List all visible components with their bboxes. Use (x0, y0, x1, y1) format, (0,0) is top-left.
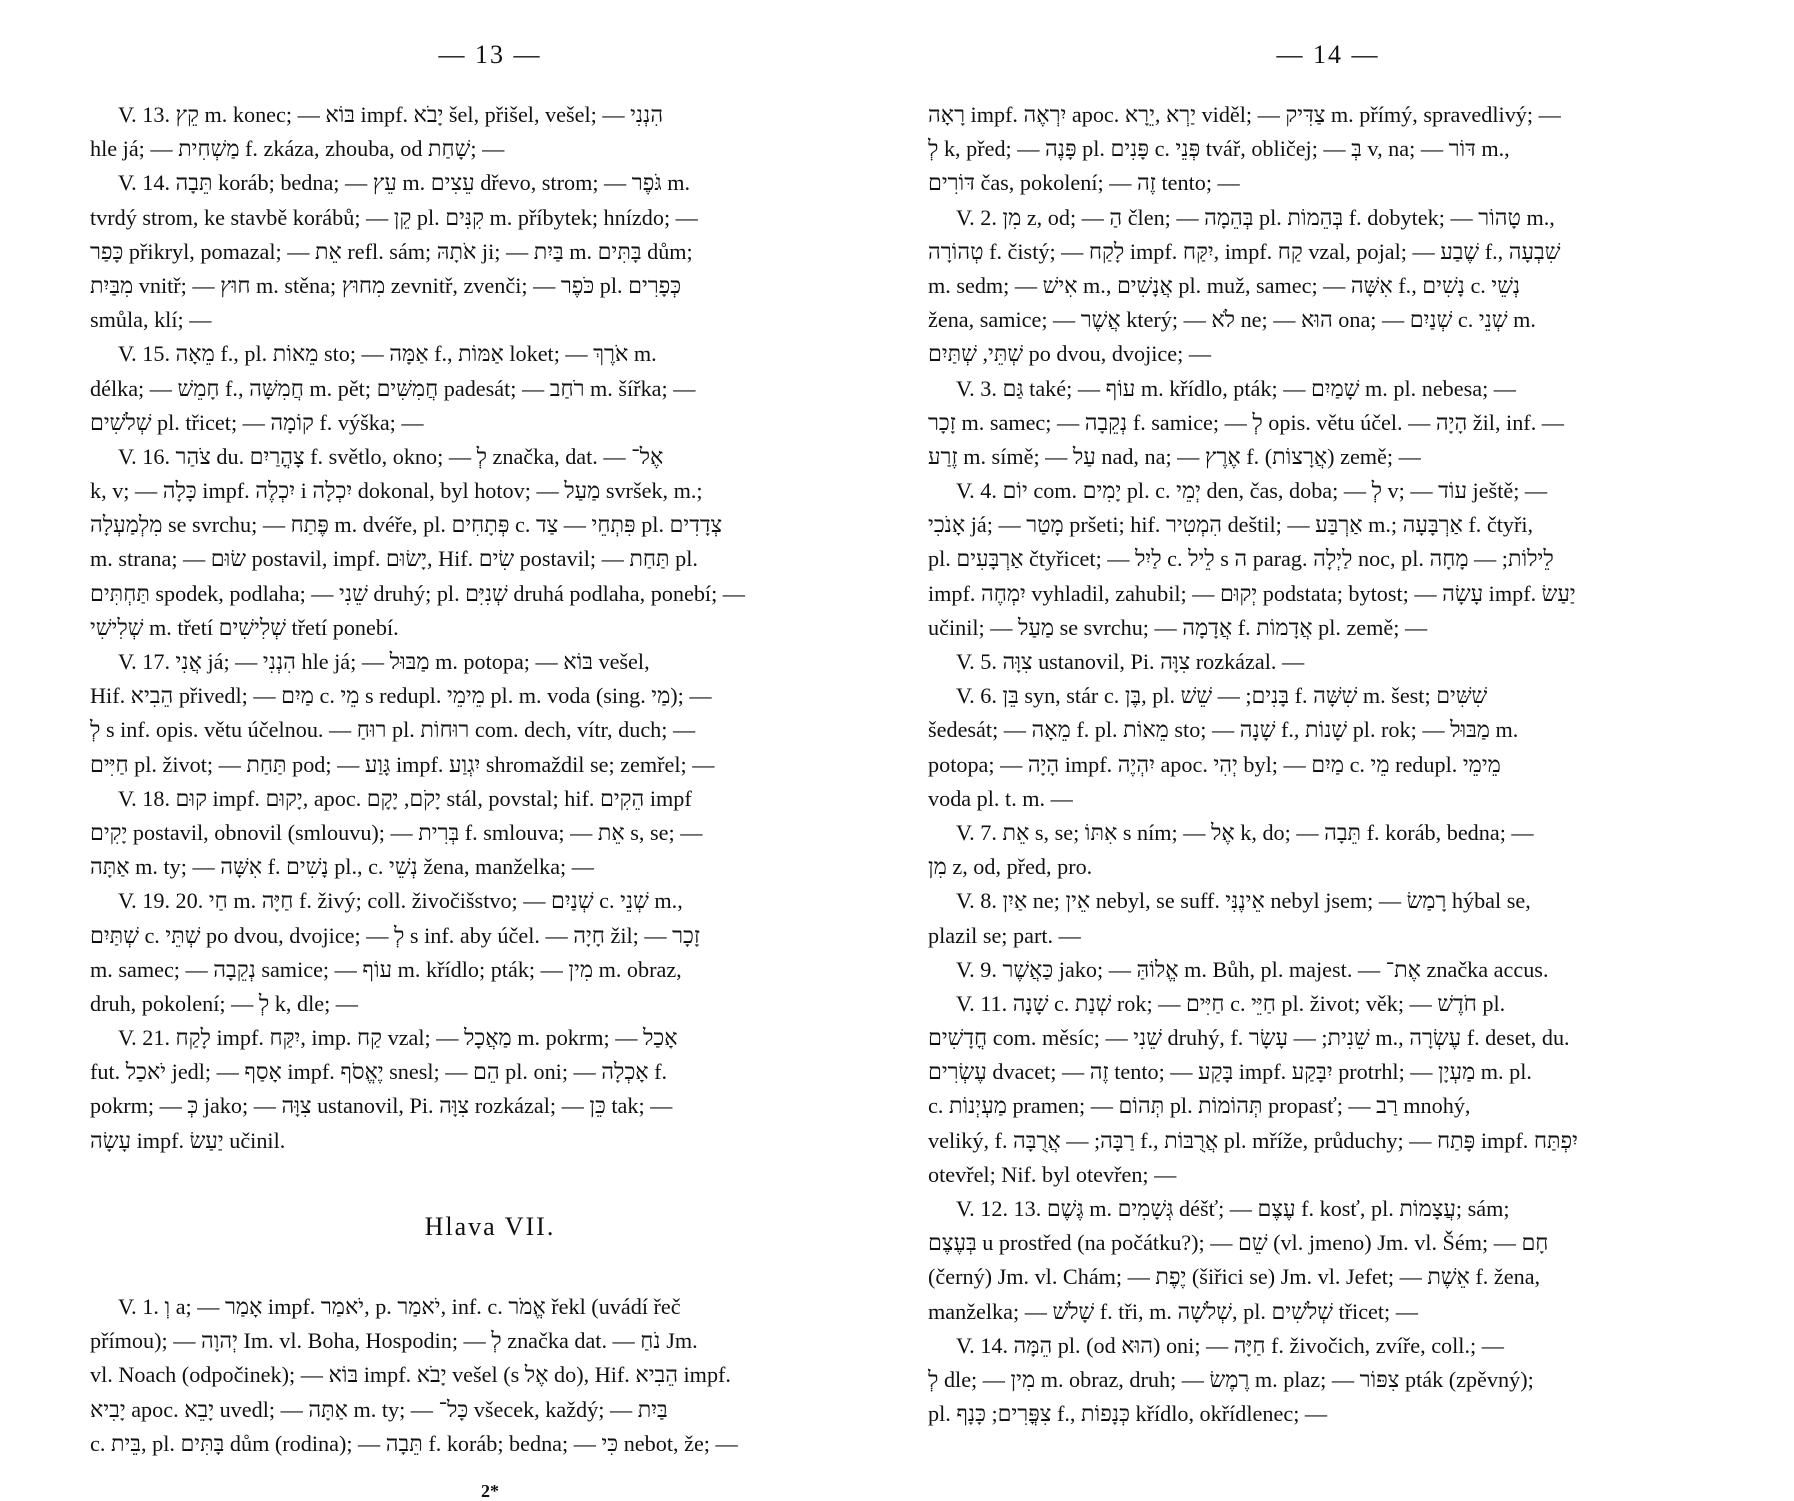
right-text-line: c. מַעְיְנוֹת pramen; — תְּהוֹם pl. תְּהוֹמוֹת propasť; — רַב mnohý, (928, 1093, 1471, 1119)
right-text-line: učinil; — מַעַל se svrchu; — אֲדָמָה f. אֲדָמוֹת pl. země; — (928, 614, 1428, 640)
left-text-line: כָּפַר přikryl, pomazal; — אֵת refl. sám; אֹתָהּ ji; — בַּיִת m. בָּתִּים dům; (90, 238, 693, 264)
right-text-block (928, 98, 1728, 1431)
chapter-heading: Hlava VII. (424, 1212, 556, 1241)
left-text-line: V. 19. 20. חַי m. חַיָּה f. živý; coll. živočišstvo; — שְׁנַיִם c. שְׁנֵי m., (118, 888, 683, 914)
left-text-chapter-line: vl. Noach (odpočinek); — בּוֹא impf. יָבֹא vešel (s אֶל do), Hif. הֵבִיא impf. (90, 1362, 731, 1388)
left-text-line: fut. יֹאכַל jedl; — אָסַף impf. יֶאֱסֹף snesl; — הֵם pl. oni; — אָכְלָה f. (90, 1059, 668, 1085)
left-text-line: תַּחְתִּים spodek, podlaha; — שֵׁנִי druhý; pl. שְׁנִיִּם druhá podlaha, ponebí; — (90, 580, 745, 606)
right-text-line: manželka; — שָׁלֹשׁ f. tři, m. שְׁלֹשָׁה, pl. שְׁלֹשִׁים třicet; — (928, 1298, 1418, 1324)
left-text-line: m. strana; — שׂוּם postavil, impf. יָשׂוּם, Hif. שִׂים postavil; — תַּחַת pl. (90, 546, 698, 572)
page-number-left: — 13 — (438, 40, 542, 69)
right-text-line: שְׁתֵּי, שְׁתַּיִם po dvou, dvojice; — (928, 341, 1212, 367)
left-page (90, 0, 890, 1500)
right-text-line: V. 3. גַּם také; — עוֹף m. křídlo, pták; — שָׁמַיִם m. pl. nebesa; — (956, 375, 1516, 401)
left-text-line: שְׁלִישִׁי m. třetí שְׁלִישִׁים třetí ponebí. (90, 614, 399, 640)
left-text-line: מִלְמַעְלָה se svrchu; — פֶּתַח m. dvéře, pl. פְּתָחִים c. פִּתְחֵי — צַד pl. צְדָדִים (90, 512, 723, 538)
right-text-line: potopa; — הָיָה impf. יִהְיֶה apoc. יְהִי byl; — מַיִם c. מֵי redupl. מֵימֵי (928, 751, 1501, 777)
right-page (928, 0, 1728, 1500)
left-text-line: V. 15. מֵאָה f., pl. מֵאוֹת sto; — אַמָּה f., אַמּוֹת loket; — אֹרֶךְ m. (118, 341, 657, 367)
page-number-right: — 14 — (1276, 40, 1380, 69)
left-text-line: שְׁלֹשִׁים pl. třicet; — קוֹמָה f. výška; — (90, 409, 424, 435)
right-text-line: V. 5. צִוָּה ustanovil, Pi. צִוָּה rozkázal. — (956, 649, 1305, 674)
right-text-line: בְּעֶצֶם u prostřed (na počátku?); — שֵׁם (vl. jmeno) Jm. vl. Šém; — חָם (928, 1230, 1549, 1256)
left-text-line: עָשָׂה impf. יַעַשׂ učinil. (90, 1127, 286, 1153)
left-text-line: יָקִים postavil, obnovil (smlouvu); — בְּרִית f. smlouva; — אֵת s, se; — (90, 819, 703, 845)
right-text-line: מִן z, od, před, pro. (928, 854, 1093, 880)
right-text-line: רָאָה impf. יִרְאֶה apoc. יַרְא ,יֵרָא viděl; — צַדִּיק m. přímý, spravedlivý; — (928, 102, 1561, 127)
left-text-line: k, v; — כָּלָה impf. יִכְלֶה i יִכְלָה dokonal, byl hotov; — מַעַל svršek, m.; (90, 478, 703, 504)
right-text-line: דּוֹרִים čas, pokolení; — זֶה tento; — (928, 170, 1240, 196)
right-text-line: V. 7. אֵת s, se; אִתּוֹ s ním; — אֶל k, do; — תֵּבָה f. koráb, bedna; — (956, 819, 1534, 845)
left-text-line: m. samec; — נְקֵבָה samice; — עוֹף m. křídlo; pták; — מִין m. obraz, (90, 956, 682, 982)
left-text-line: druh, pokolení; — לְ k, dle; — (90, 990, 358, 1016)
right-text-line: V. 9. כַּאֲשֶׁר jako; — אֱלוֹהַּ m. Bůh, pl. majest. — אֶת־ značka accus. (956, 956, 1549, 982)
right-text-line: V. 4. יוֹם com. יָמִים pl. c. יְמֵי den, čas, doba; — לְ v; — עוֹד ještě; — (956, 478, 1548, 504)
right-text-line: plazil se; part. — (928, 922, 1081, 948)
right-text-line: impf. יִמְחֶה vyhladil, zahubil; — יְקוּם podstata; bytost; — עָשָׂה impf. יַעַשׂ (928, 580, 1576, 606)
right-text-line: לְ dle; — מִין m. obraz, druh; — רֶמֶשׂ m. plaz; — צִפּוֹר pták (zpěvný); (928, 1366, 1534, 1392)
left-text-line: V. 21. לָקַח impf. יִקַּח, imp. קַח vzal; — מַאֲכָל m. pokrm; — אָכַל (118, 1025, 678, 1051)
left-text-chapter-line: c. בֵּית, pl. בָּתִּים dům (rodina); — תֵּבָה f. koráb; bedna; — כִּי nebot, že; — (90, 1430, 738, 1456)
right-text-line: m. sedm; — אִישׁ m., אֲנָשִׁים pl. muž, samec; — אִשָּׁה f., נָשִׁים c. נְשֵׁי (928, 272, 1521, 298)
left-text-line: שְׁתַּיִם c. שְׁתֵּי po dvou, dvojice; — לְ s inf. aby účel. — חָיָה žil; — זָכָר (90, 922, 701, 948)
left-text-chapter-line: יָבִיא apoc. יָבֵא uvedl; — אַתָּה m. ty; — כָּל־ všecek, každý; — בַּיִת (90, 1396, 668, 1422)
right-text-line: voda pl. t. m. — (928, 785, 1073, 811)
left-text-line: hle já; — מַשְׁחִית f. zkáza, zhouba, od שָׁחַת; — (90, 136, 505, 162)
right-text-line: V. 8. אַיִן ne; אֵין nebyl, se suff. אֵינֶנִּי nebyl jsem; — רָמַשׂ hýbal se, (956, 888, 1531, 914)
left-text-line: V. 16. צֹהַר du. צָהֳרַיִם f. světlo, okno; — לְ značka, dat. — אֶל־ (118, 443, 664, 469)
right-text-line: אָנֹכִי já; — מָטַר pršeti; hif. הִמְטִיר deštil; — אַרְבַּע m.; אַרְבָּעָה f. čtyři, (928, 512, 1534, 538)
right-text-line: V. 12. 13. גֶּשֶׁם m. גְּשָׁמִים déšť; — עֶצֶם f. kosť, pl. עֲצָמוֹת; sám; (956, 1196, 1510, 1221)
right-text-line: otevřel; Nif. byl otevřen; — (928, 1161, 1177, 1187)
left-text-line: לְ s inf. opis. větu účelnou. — רוּחַ pl. רוּחוֹת com. dech, vítr, duch; — (90, 717, 696, 743)
left-text-line: Hif. הֵבִיא přivedl; — מַיִם c. מֵי s redupl. מֵימֵי pl. m. voda (sing. מַי); — (90, 683, 712, 709)
right-text-line: זֶרַע m. símě; — עַל nad, na; — אֶרֶץ f. (אֲרָצוֹת) země; — (928, 443, 1421, 469)
right-text-line: šedesát; — מֵאָה f. pl. מֵאוֹת sto; — שָׁנָה f., שָׁנוֹת pl. rok; — מַבּוּל m. (928, 717, 1519, 743)
left-text-line: אַתָּה m. ty; — אִשָּׁה f. נָשִׁים pl., c. נְשֵׁי žena, manželka; — (90, 854, 594, 880)
left-text-chapter-line: přímou); — יְהוָה Im. vl. Boha, Hospodin; — לְ značka dat. — נֹחַ Jm. (90, 1328, 698, 1354)
right-text-line: žena, samice; — אֲשֶׁר který; — לֹא ne; — הוּא ona; — שְׁנַיִם c. שְׁנֵי m. (928, 307, 1536, 333)
left-text-line: מִבַּיִת vnitř; — חוּץ m. stěna; מִחוּץ zevnitř, zvenči; — כֹּפֶר pl. כְּפָרִים (90, 272, 682, 298)
left-text-line: V. 14. תֵּבָה koráb; bedna; — עֵץ m. עֵצִים dřevo, strom; — גֹּפֶר m. (118, 170, 691, 196)
right-text-line: V. 14. הֵמָּה pl. (od הוּא) oni; — חַיָּה f. živočich, zvíře, coll.; — (956, 1332, 1504, 1358)
right-text-line: (černý) Jm. vl. Chám; — יֶפֶת (šiřici se) Jm. vl. Jefet; — אֵשֶׁת f. žena, (928, 1264, 1541, 1290)
right-text-line: לְ k, před; — פָּנֶה pl. פָּנִים c. פְּנֵי tvář, obličej; — בְּ v, na; — דּוֹר m., (928, 136, 1510, 162)
left-text-line: V. 17. אֲנִי já; — הִנְנִי hle já; — מַבּוּל m. potopa; — בּוֹא vešel, (118, 649, 650, 674)
right-text-line: pl. צִפֳּרִים; כָּנָף f., כְּנָפוֹת křídlo, okřídlenec; — (928, 1401, 1328, 1427)
right-text-line: V. 2. מִן z, od; — הַ člen; — בְּהֵמָה pl. בְּהֵמוֹת f. dobytek; — טָהוֹר m., (956, 204, 1555, 230)
left-text-line: חַיִּים pl. život; — תַּחַת pod; — גָּוַע impf. יִגְוַע shromaždil se; zemřel; — (90, 751, 715, 777)
left-text-line: smůla, klí; — (90, 307, 212, 333)
left-text-block-chapter (90, 1290, 890, 1461)
right-text-line: עֶשְׂרִים dvacet; — זֶה tento; — בָּקַע impf. יִבָּקַע protrhl; — מַעְיָן m. pl. (928, 1059, 1532, 1085)
right-text-line: זָכָר m. samec; — נְקֵבָה f. samice; — לְ opis. větu účel. — הָיָה žil, inf. — (928, 409, 1564, 435)
signature-mark: 2* (481, 1481, 499, 1501)
right-text-line: טְהוֹרָה f. čistý; — לָקַח impf. יִקַּח, impf. קַח vzal, pojal; — שֶׁבַע f., שִׁבְעָה (928, 238, 1561, 264)
right-text-line: pl. אַרְבָּעִים čtyřicet; — לַיִל c. לֵיל s ה parag. לַיְלָה noc, pl. לֵילוֹת; — מָחָה (928, 546, 1554, 572)
right-text-line: V. 6. בֵּן syn, stár c. בֶּן, pl. בָּנִים; — שֵׁשׁ f. שִׁשָּׁה m. šest; שִׁשִּׁים (956, 683, 1488, 709)
left-text-line: délka; — חָמֵשׁ f., חֲמִשָּׁה m. pět; חֲמִשִּׁים padesát; — רֹחַב m. šířka; — (90, 375, 696, 401)
left-text-line: V. 13. קֵץ m. konec; — בּוֹא impf. יָבֹא šel, přišel, vešel; — הִנְנִי (118, 102, 664, 127)
left-text-line: V. 18. קוּם impf. יָקוּם, apoc. יָקֹם, יָקָם stál, povstal; hif. הֵקִים impf (118, 785, 692, 811)
left-text-line: tvrdý strom, ke stavbě korábů; — קֵן pl. קִנִּים m. příbytek; hnízdo; — (90, 204, 698, 230)
left-text-line: pokrm; — כְּ jako; — צִוָּה ustanovil, Pi. צִוָּה rozkázal; — כֵּן tak; — (90, 1093, 673, 1119)
left-text-block (90, 98, 890, 1158)
right-text-line: V. 11. שָׁנָה c. שְׁנַת rok; — חַיִּים c. חַיֵּי pl. život; věk; — חֹדֶשׁ pl. (956, 990, 1506, 1016)
right-text-line: חֳדָשִׁים com. měsíc; — שֵׁנִי druhý, f. שֵׁנִית; — עָשָׂר m., עֶשְׂרָה f. deset, du. (928, 1025, 1570, 1051)
right-text-line: veliký, f. רַבָּה; — אֲרֻבָּה f., אֲרֻבּוֹת pl. mříže, průduchy; — פָּתַח impf. יִפְתַּח (928, 1127, 1578, 1153)
left-text-chapter-line: V. 1. וְ a; — אָמַר impf. יֹאמַר, p. יֹאמַר, inf. c. אֱמֹר řekl (uvádí řeč (118, 1294, 681, 1319)
